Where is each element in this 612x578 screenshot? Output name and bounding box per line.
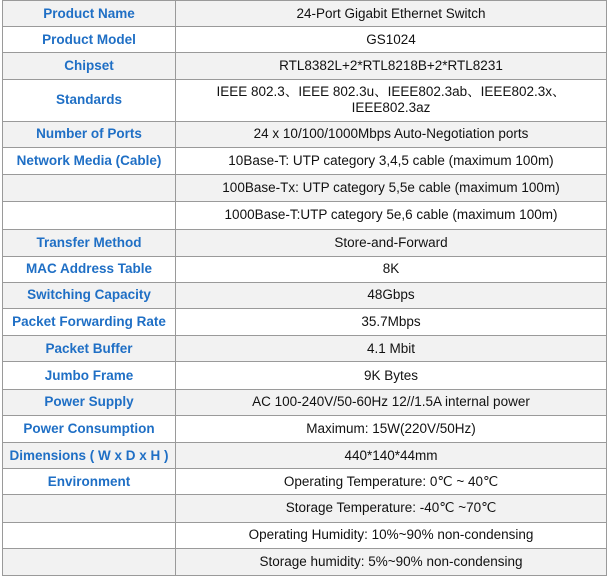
row-value: 48Gbps [176, 282, 607, 308]
table-row [3, 522, 607, 548]
row-label: Product Name [3, 1, 176, 27]
row-label: Network Media (Cable) [3, 147, 176, 174]
row-label: Jumbo Frame [3, 362, 176, 389]
table-row [3, 175, 607, 202]
table-row [3, 469, 607, 495]
row-label: Transfer Method [3, 229, 176, 256]
row-label: Environment [3, 469, 176, 495]
row-value: 440*140*44mm [176, 442, 607, 468]
table-row [3, 202, 607, 229]
row-label [3, 495, 176, 522]
row-label [3, 202, 176, 229]
row-value: RTL8382L+2*RTL8218B+2*RTL8231 [176, 53, 607, 79]
row-label: Power Supply [3, 389, 176, 415]
row-value: Operating Temperature: 0℃ ~ 40℃ [176, 469, 607, 495]
table-row [3, 362, 607, 389]
row-label: Product Model [3, 27, 176, 53]
row-value: Store-and-Forward [176, 229, 607, 256]
row-value: 35.7Mbps [176, 309, 607, 336]
row-label [3, 548, 176, 575]
row-value: Operating Humidity: 10%~90% non-condensing [176, 522, 607, 548]
table-row [3, 79, 607, 121]
table-row [3, 282, 607, 308]
row-value: 8K [176, 256, 607, 282]
table-row [3, 27, 607, 53]
row-value: 24 x 10/100/1000Mbps Auto-Negotiation ports [176, 121, 607, 147]
row-label: Packet Buffer [3, 336, 176, 362]
specifications-table [2, 0, 607, 576]
row-label: Dimensions ( W x D x H ) [3, 442, 176, 468]
table-row [3, 389, 607, 415]
row-label: Switching Capacity [3, 282, 176, 308]
table-row [3, 147, 607, 174]
row-label: MAC Address Table [3, 256, 176, 282]
row-value: Storage Temperature: -40℃ ~70℃ [176, 495, 607, 522]
table-row [3, 256, 607, 282]
row-value: Storage humidity: 5%~90% non-condensing [176, 548, 607, 575]
row-label: Standards [3, 79, 176, 121]
row-label: Number of Ports [3, 121, 176, 147]
table-row [3, 309, 607, 336]
row-value: 1000Base-T:UTP category 5e,6 cable (maximum 100m) [176, 202, 607, 229]
row-label: Chipset [3, 53, 176, 79]
row-value: 24-Port Gigabit Ethernet Switch [176, 1, 607, 27]
table-row [3, 121, 607, 147]
row-label: Power Consumption [3, 415, 176, 442]
table-row [3, 548, 607, 575]
row-value: IEEE 802.3、IEEE 802.3u、IEEE802.3ab、IEEE802.3x、IEEE802.3az [176, 79, 607, 121]
row-value: Maximum: 15W(220V/50Hz) [176, 415, 607, 442]
row-value: AC 100-240V/50-60Hz 12//1.5A internal power [176, 389, 607, 415]
row-value: GS1024 [176, 27, 607, 53]
row-value: 100Base-Tx: UTP category 5,5e cable (maximum 100m) [176, 175, 607, 202]
row-label [3, 175, 176, 202]
row-value: 9K Bytes [176, 362, 607, 389]
table-row [3, 442, 607, 468]
table-row [3, 415, 607, 442]
table-row [3, 1, 607, 27]
table-row [3, 53, 607, 79]
row-value: 4.1 Mbit [176, 336, 607, 362]
row-label: Packet Forwarding Rate [3, 309, 176, 336]
row-label [3, 522, 176, 548]
table-row [3, 495, 607, 522]
table-row [3, 336, 607, 362]
table-row [3, 229, 607, 256]
row-value: 10Base-T: UTP category 3,4,5 cable (maximum 100m) [176, 147, 607, 174]
